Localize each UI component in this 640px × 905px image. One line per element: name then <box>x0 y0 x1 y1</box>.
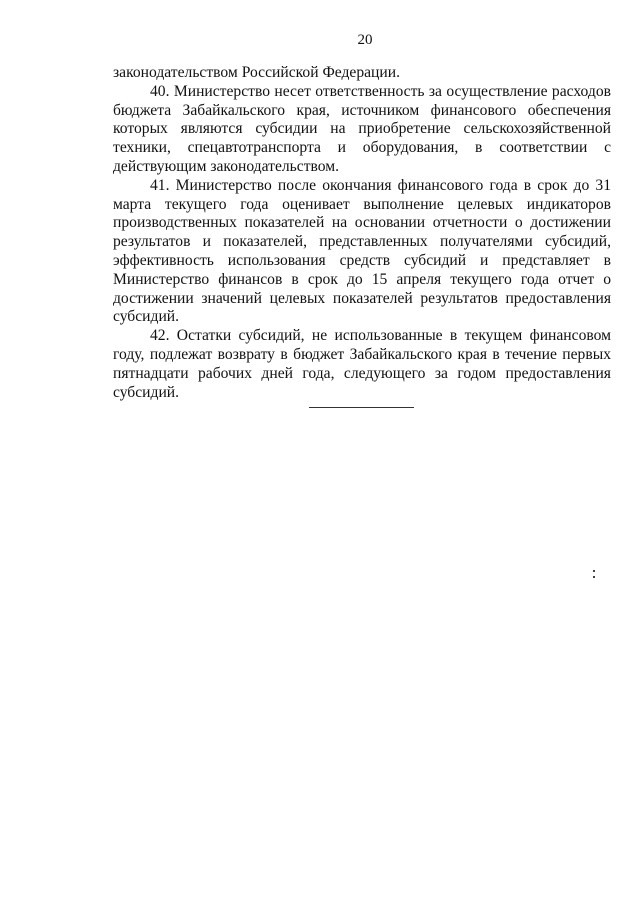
end-separator-line <box>309 407 414 408</box>
page-number: 20 <box>357 32 373 48</box>
paragraph-41: 41. Министерство после окончания финансового года в срок до 31 марта текущего года оценивает выполнение целевых индикаторов производственных показателей на основании отчетности о достижении результатов и показателей, представленных получателями субсидий, эффективность использования средств субсидий и представляет в Министерство финансов в срок до 15 апреля текущего года отчет о достижении значений целевых показателей результатов предоставления субсидий. <box>113 176 611 326</box>
paragraph-40: 40. Министерство несет ответственность за осуществление расходов бюджета Забайкальского края, источником финансового обеспечения которых являются субсидии на приобретение сельскохозяйственной техники, спецавтотранспорта и оборудования, в соответствии с действующим законодательством. <box>113 82 611 175</box>
document-body <box>113 64 611 402</box>
paragraph-continuation: законодательством Российской Федерации. <box>113 64 400 81</box>
paragraph-42: 42. Остатки субсидий, не использованные в текущем финансовом году, подлежат возврату в бюджет Забайкальского края в течение первых пятнадцати рабочих дней года, следующего за годом предоставления субсидий. <box>113 327 611 401</box>
scan-artifact-mark <box>593 576 595 578</box>
scan-artifact-mark <box>593 570 595 572</box>
